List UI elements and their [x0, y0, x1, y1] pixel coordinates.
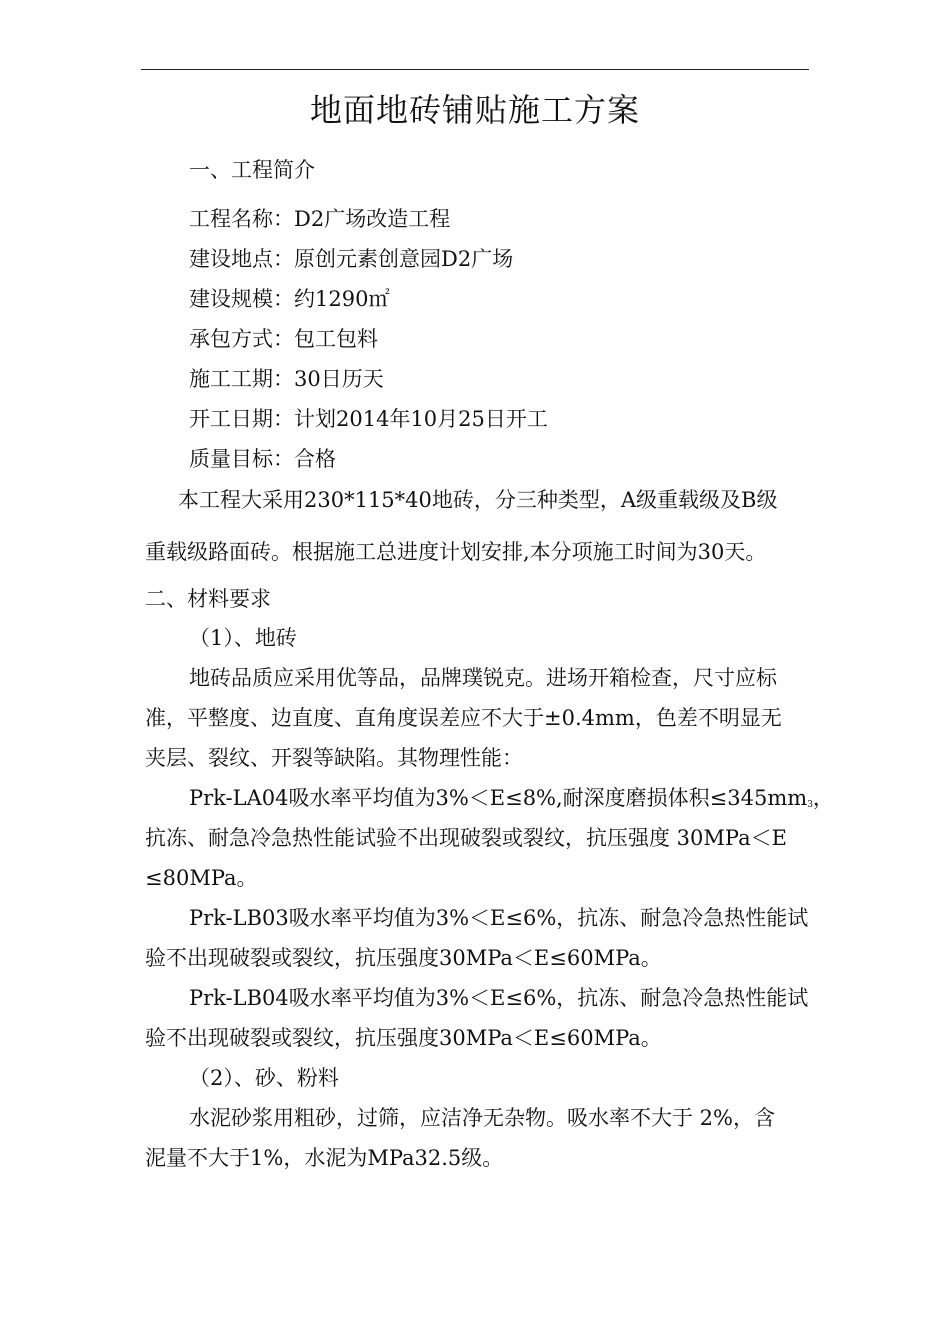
paragraph-line: 地砖品质应采用优等品，品牌璞锐克。进场开箱检查，尺寸应标	[189, 666, 777, 690]
subheading-tiles: （1）、地砖	[189, 626, 297, 650]
paragraph-line: 泥量不大于1%，水泥为MPa32.5级。	[145, 1146, 504, 1170]
field-project-name	[189, 204, 450, 234]
field-value: 计划2014年10月25日开工	[294, 407, 548, 431]
subheading-sand-powder: （2）、砂、粉料	[189, 1066, 339, 1090]
document-title: 地面地砖铺贴施工方案	[309, 91, 640, 129]
field-label: 工程名称：	[189, 207, 294, 231]
summary-line-2: 重载级路面砖。根据施工总进度计划安排,本分项施工时间为30天。	[145, 540, 767, 564]
field-duration	[189, 364, 384, 394]
field-scale	[189, 284, 389, 314]
field-location	[189, 244, 513, 274]
paragraph-line: 水泥砂浆用粗砂，过筛，应洁净无杂物。吸水率不大于 2%，含	[189, 1106, 775, 1130]
paragraph-line: 验不出现破裂或裂纹，抗压强度30MPa＜E≤60MPa。	[145, 946, 662, 970]
field-value: 原创元素创意园D2广场	[294, 247, 514, 271]
superscript: 3	[807, 800, 813, 810]
field-contract-mode	[189, 324, 378, 354]
spec-la04-text: Prk-LA04吸水率平均值为3%＜E≤8%,耐深度磨损体积≤345mm	[189, 786, 808, 810]
paragraph-line: 验不出现破裂或裂纹，抗压强度30MPa＜E≤60MPa。	[145, 1026, 662, 1050]
field-label: 建设地点：	[189, 247, 294, 271]
paragraph-line: 准，平整度、边直度、直角度误差应不大于±0.4mm，色差不明显无	[145, 706, 782, 730]
paragraph-line: Prk-LB03吸水率平均值为3%＜E≤6%，抗冻、耐急冷急热性能试	[189, 906, 809, 930]
summary-line-1: 本工程大采用230*115*40地砖，分三种类型，A级重载级及B级	[178, 488, 778, 512]
field-label: 质量目标：	[189, 447, 294, 471]
paragraph-line: ≤80MPa。	[145, 866, 258, 890]
field-value: 包工包料	[294, 327, 378, 351]
paragraph-line: Prk-LB04吸水率平均值为3%＜E≤6%，抗冻、耐急冷急热性能试	[189, 986, 809, 1010]
field-value: 约1290㎡	[294, 287, 390, 311]
field-label: 承包方式：	[189, 327, 294, 351]
paragraph-line	[189, 783, 834, 820]
field-value: 合格	[294, 447, 336, 471]
field-label: 开工日期：	[189, 407, 294, 431]
field-start-date	[189, 404, 548, 434]
field-quality-target	[189, 444, 336, 474]
field-label: 建设规模：	[189, 287, 294, 311]
section-heading-materials: 二、材料要求	[145, 587, 271, 611]
punctuation: ，	[812, 786, 834, 810]
field-value: 30日历天	[294, 367, 384, 391]
section-heading-project-intro: 一、工程简介	[189, 158, 315, 182]
field-label: 施工工期：	[189, 367, 294, 391]
paragraph-line: 夹层、裂纹、开裂等缺陷。其物理性能：	[145, 746, 523, 770]
header-rule	[141, 69, 809, 70]
paragraph-line: 抗冻、耐急冷急热性能试验不出现破裂或裂纹，抗压强度 30MPa＜E	[145, 826, 787, 850]
field-value: D2广场改造工程	[294, 207, 451, 231]
